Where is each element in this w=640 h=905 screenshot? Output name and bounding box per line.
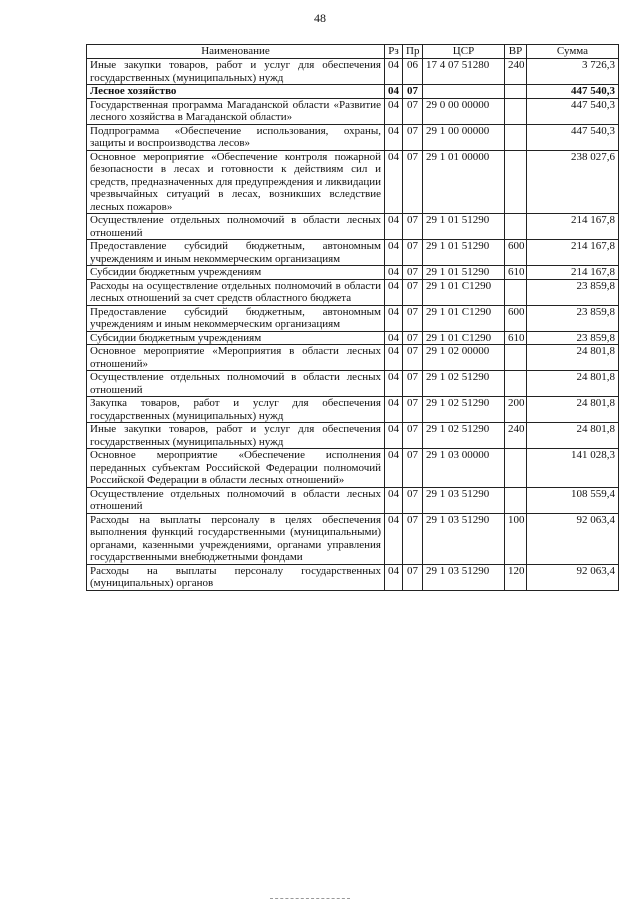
cell-vr	[505, 124, 527, 150]
header-rz: Рз	[385, 45, 403, 59]
cell-csr: 29 1 01 51290	[423, 240, 505, 266]
cell-name: Осуществление отдельных полномочий в области лесных отношений	[87, 371, 385, 397]
cell-vr	[505, 85, 527, 99]
cell-csr: 29 1 01 С1290	[423, 331, 505, 345]
cell-sum: 24 801,8	[527, 397, 619, 423]
cell-name: Иные закупки товаров, работ и услуг для обеспечения государственных (муниципальных) нужд	[87, 423, 385, 449]
cell-rz: 04	[385, 279, 403, 305]
cell-csr: 29 1 01 С1290	[423, 279, 505, 305]
cell-rz: 04	[385, 345, 403, 371]
header-sum: Сумма	[527, 45, 619, 59]
cell-pr: 07	[403, 423, 423, 449]
cell-pr: 07	[403, 371, 423, 397]
cell-sum: 447 540,3	[527, 124, 619, 150]
table-body	[87, 59, 619, 591]
cell-sum: 238 027,6	[527, 150, 619, 214]
cell-pr: 07	[403, 266, 423, 280]
cell-pr: 07	[403, 124, 423, 150]
cell-csr: 29 1 01 51290	[423, 214, 505, 240]
cell-sum: 23 859,8	[527, 279, 619, 305]
cell-rz: 04	[385, 59, 403, 85]
cell-pr: 07	[403, 85, 423, 99]
cell-rz: 04	[385, 85, 403, 99]
cell-name: Осуществление отдельных полномочий в области лесных отношений	[87, 487, 385, 513]
cell-vr: 610	[505, 266, 527, 280]
cell-name: Субсидии бюджетным учреждениям	[87, 331, 385, 345]
cell-sum: 447 540,3	[527, 85, 619, 99]
cell-sum: 3 726,3	[527, 59, 619, 85]
cell-name: Основное мероприятие «Обеспечение контроля пожарной безопасности в лесах и готовности к действиям сил и средств, предназначенных для предупреждения и ликвидации чрезвычайных ситуаций в лесах, возникших вследствие лесных пожаров»	[87, 150, 385, 214]
cell-sum: 108 559,4	[527, 487, 619, 513]
cell-csr: 29 1 02 00000	[423, 345, 505, 371]
cell-pr: 07	[403, 98, 423, 124]
cell-pr: 07	[403, 214, 423, 240]
cell-rz: 04	[385, 214, 403, 240]
cell-sum: 141 028,3	[527, 449, 619, 488]
cell-rz: 04	[385, 487, 403, 513]
budget-table	[86, 44, 619, 591]
cell-vr: 610	[505, 331, 527, 345]
table-row	[87, 279, 619, 305]
cell-name: Основное мероприятие «Мероприятия в области лесных отношений»	[87, 345, 385, 371]
cell-rz: 04	[385, 98, 403, 124]
cell-sum: 214 167,8	[527, 266, 619, 280]
cell-csr: 29 1 03 51290	[423, 487, 505, 513]
cell-name: Закупка товаров, работ и услуг для обеспечения государственных (муниципальных) нужд	[87, 397, 385, 423]
cell-rz: 04	[385, 331, 403, 345]
cell-csr: 29 1 01 51290	[423, 266, 505, 280]
cell-rz: 04	[385, 124, 403, 150]
cell-rz: 04	[385, 240, 403, 266]
cell-csr: 17 4 07 51280	[423, 59, 505, 85]
cell-name: Лесное хозяйство	[87, 85, 385, 99]
table-row	[87, 345, 619, 371]
table-row	[87, 150, 619, 214]
cell-rz: 04	[385, 564, 403, 590]
cell-pr: 07	[403, 564, 423, 590]
cell-csr: 29 1 02 51290	[423, 371, 505, 397]
cell-sum: 92 063,4	[527, 564, 619, 590]
table-row	[87, 371, 619, 397]
table-row	[87, 266, 619, 280]
cell-rz: 04	[385, 423, 403, 449]
cell-name: Расходы на выплаты персоналу в целях обеспечения выполнения функций государственными (муниципальными) органами, казенными учреждениями, органами управления государственными внебюджетными фондами	[87, 513, 385, 564]
cell-vr	[505, 449, 527, 488]
cell-name: Осуществление отдельных полномочий в области лесных отношений	[87, 214, 385, 240]
cell-rz: 04	[385, 371, 403, 397]
cell-vr: 600	[505, 240, 527, 266]
cell-sum: 92 063,4	[527, 513, 619, 564]
cell-sum: 447 540,3	[527, 98, 619, 124]
cell-rz: 04	[385, 513, 403, 564]
page-number: 48	[314, 11, 326, 25]
table-row	[87, 423, 619, 449]
cell-csr: 29 1 03 51290	[423, 564, 505, 590]
cell-vr	[505, 279, 527, 305]
cell-sum: 214 167,8	[527, 214, 619, 240]
table-header-row	[87, 45, 619, 59]
cell-vr	[505, 371, 527, 397]
table-row	[87, 59, 619, 85]
header-pr: Пр	[403, 45, 423, 59]
cell-name: Подпрограмма «Обеспечение использования, охраны, защиты и воспроизводства лесов»	[87, 124, 385, 150]
cell-name: Предоставление субсидий бюджетным, автономным учреждениям и иным некоммерческим организациям	[87, 305, 385, 331]
cell-sum: 214 167,8	[527, 240, 619, 266]
table-row	[87, 124, 619, 150]
footer-mark	[270, 898, 350, 903]
header-csr: ЦСР	[423, 45, 505, 59]
cell-name: Государственная программа Магаданской области «Развитие лесного хозяйства в Магаданской области»	[87, 98, 385, 124]
cell-pr: 07	[403, 240, 423, 266]
table-row	[87, 331, 619, 345]
cell-csr: 29 1 02 51290	[423, 423, 505, 449]
table-row	[87, 305, 619, 331]
cell-name: Иные закупки товаров, работ и услуг для обеспечения государственных (муниципальных) нужд	[87, 59, 385, 85]
cell-csr: 29 1 02 51290	[423, 397, 505, 423]
cell-csr: 29 1 03 51290	[423, 513, 505, 564]
cell-name: Предоставление субсидий бюджетным, автономным учреждениям и иным некоммерческим организациям	[87, 240, 385, 266]
cell-csr	[423, 85, 505, 99]
cell-csr: 29 1 01 С1290	[423, 305, 505, 331]
cell-sum: 23 859,8	[527, 305, 619, 331]
cell-vr: 240	[505, 59, 527, 85]
cell-vr	[505, 345, 527, 371]
cell-pr: 07	[403, 513, 423, 564]
cell-rz: 04	[385, 305, 403, 331]
cell-pr: 07	[403, 305, 423, 331]
cell-sum: 24 801,8	[527, 345, 619, 371]
cell-name: Расходы на выплаты персоналу государственных (муниципальных) органов	[87, 564, 385, 590]
cell-rz: 04	[385, 397, 403, 423]
cell-pr: 07	[403, 150, 423, 214]
table-row	[87, 214, 619, 240]
cell-sum: 24 801,8	[527, 371, 619, 397]
cell-sum: 23 859,8	[527, 331, 619, 345]
cell-vr	[505, 98, 527, 124]
cell-pr: 07	[403, 449, 423, 488]
cell-csr: 29 1 01 00000	[423, 150, 505, 214]
cell-vr	[505, 150, 527, 214]
cell-vr: 600	[505, 305, 527, 331]
cell-name: Субсидии бюджетным учреждениям	[87, 266, 385, 280]
cell-pr: 06	[403, 59, 423, 85]
cell-rz: 04	[385, 449, 403, 488]
table-row	[87, 487, 619, 513]
table-row	[87, 513, 619, 564]
cell-vr	[505, 214, 527, 240]
header-name: Наименование	[87, 45, 385, 59]
cell-pr: 07	[403, 397, 423, 423]
table-row	[87, 449, 619, 488]
cell-pr: 07	[403, 279, 423, 305]
cell-vr: 100	[505, 513, 527, 564]
table-row	[87, 85, 619, 99]
cell-rz: 04	[385, 266, 403, 280]
cell-vr: 120	[505, 564, 527, 590]
header-vr: ВР	[505, 45, 527, 59]
cell-vr: 200	[505, 397, 527, 423]
cell-name: Расходы на осуществление отдельных полномочий в области лесных отношений за счет средств областного бюджета	[87, 279, 385, 305]
cell-csr: 29 0 00 00000	[423, 98, 505, 124]
cell-vr	[505, 487, 527, 513]
table-row	[87, 564, 619, 590]
cell-rz: 04	[385, 150, 403, 214]
table-row	[87, 240, 619, 266]
cell-sum: 24 801,8	[527, 423, 619, 449]
cell-vr: 240	[505, 423, 527, 449]
table-row	[87, 98, 619, 124]
cell-pr: 07	[403, 487, 423, 513]
cell-csr: 29 1 03 00000	[423, 449, 505, 488]
table-row	[87, 397, 619, 423]
cell-csr: 29 1 00 00000	[423, 124, 505, 150]
cell-name: Основное мероприятие «Обеспечение исполнения переданных субъектам Российской Федерации полномочий Российской Федерации в области лесных отношений»	[87, 449, 385, 488]
cell-pr: 07	[403, 345, 423, 371]
cell-pr: 07	[403, 331, 423, 345]
